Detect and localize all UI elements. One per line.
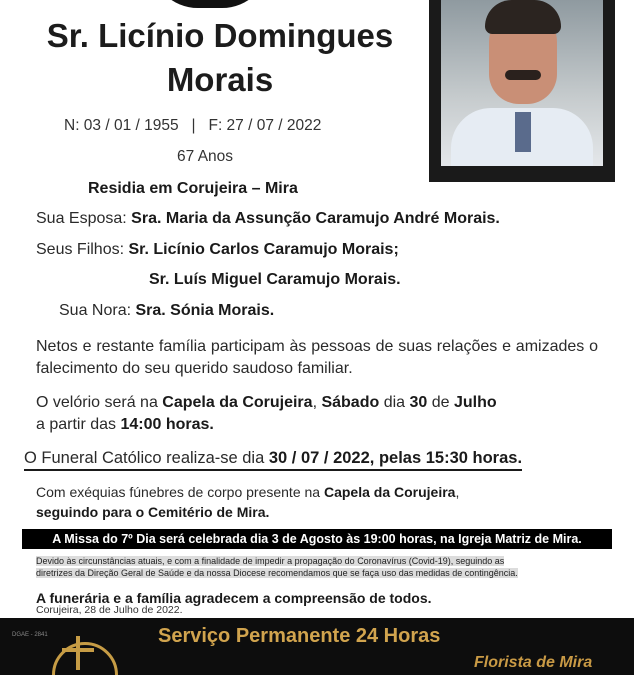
spouse-line bbox=[36, 208, 500, 230]
announcement-text: Netos e restante família participam às pessoas de suas relações e amizades o falecimento do seu querido saudoso familiar. bbox=[36, 338, 598, 377]
florist-name: Florista de Mira bbox=[474, 654, 593, 671]
portrait-frame bbox=[429, 0, 615, 182]
cross-icon bbox=[76, 636, 80, 670]
exequias-cemetery: seguindo para o Cemitério de Mira. bbox=[36, 504, 270, 520]
birth-death-dates: N: 03 / 01 / 1955 | F: 27 / 07 / 2022 bbox=[64, 117, 322, 134]
wake-month: Julho bbox=[453, 394, 497, 411]
wake-time: 14:00 horas. bbox=[120, 416, 214, 433]
header-ornament bbox=[150, 0, 270, 8]
name-line-2: Morais bbox=[166, 61, 274, 98]
place-date: Corujeira, 28 de Julho de 2022. bbox=[36, 604, 183, 616]
wake-place: Capela da Corujeira bbox=[162, 394, 313, 411]
funeral-home-logo bbox=[52, 642, 118, 675]
children-line bbox=[36, 239, 399, 261]
service-slogan: Serviço Permanente 24 Horas bbox=[158, 625, 441, 647]
footer-banner bbox=[0, 618, 634, 675]
thanks-message: A funerária e a família agradecem a compreensão de todos. bbox=[36, 590, 432, 606]
residence: Residia em Corujeira – Mira bbox=[88, 180, 298, 197]
mass-announcement: A Missa do 7º Dia será celebrada dia 3 de Agosto às 19:00 horas, na Igreja Matriz de Mira. bbox=[22, 529, 612, 549]
child-2: Sr. Luís Miguel Caramujo Morais. bbox=[149, 271, 401, 288]
funeral-datetime: 30 / 07 / 2022, pelas 15:30 horas. bbox=[268, 449, 523, 467]
age: 67 Anos bbox=[177, 148, 234, 165]
wake-date: 30 bbox=[409, 394, 428, 411]
children-label: Seus Filhos: bbox=[36, 241, 129, 258]
exequias-info: Com exéquias fúnebres de corpo presente na Capela da Corujeira, seguindo para o Cemitério de Mira. bbox=[36, 482, 598, 522]
dgae-code: DGAE - 2841 bbox=[12, 632, 48, 638]
portrait-photo bbox=[441, 0, 603, 166]
daughter-in-law-line bbox=[59, 300, 274, 322]
funeral-info: O Funeral Católico realiza-se dia 30 / 07 / 2022, pelas 15:30 horas. bbox=[24, 448, 522, 471]
daughter-in-law: Sra. Sónia Morais. bbox=[135, 302, 275, 319]
covid-notice: Devido às circunstâncias atuais, e com a finalidade de impedir a propagação do Coronavírus (Covid-19), seguindo as diretrizes da Direção Geral de Saúde e da nossa Diocese recomendamos que se faça uso das medidas de contingência. bbox=[36, 556, 518, 578]
exequias-place: Capela da Corujeira bbox=[323, 484, 456, 500]
child-1: Sr. Licínio Carlos Caramujo Morais; bbox=[128, 241, 399, 258]
name-line-1: Sr. Licínio Domingues bbox=[46, 17, 394, 54]
wake-day: Sábado bbox=[321, 394, 380, 411]
spouse-name: Sra. Maria da Assunção Caramujo André Morais. bbox=[131, 210, 500, 227]
daughter-in-law-label: Sua Nora: bbox=[59, 302, 136, 319]
wake-info: O velório será na Capela da Corujeira, Sábado dia 30 de Julho a partir das 14:00 horas. bbox=[36, 394, 497, 433]
deceased-name bbox=[0, 14, 440, 102]
spouse-label: Sua Esposa: bbox=[36, 210, 132, 227]
